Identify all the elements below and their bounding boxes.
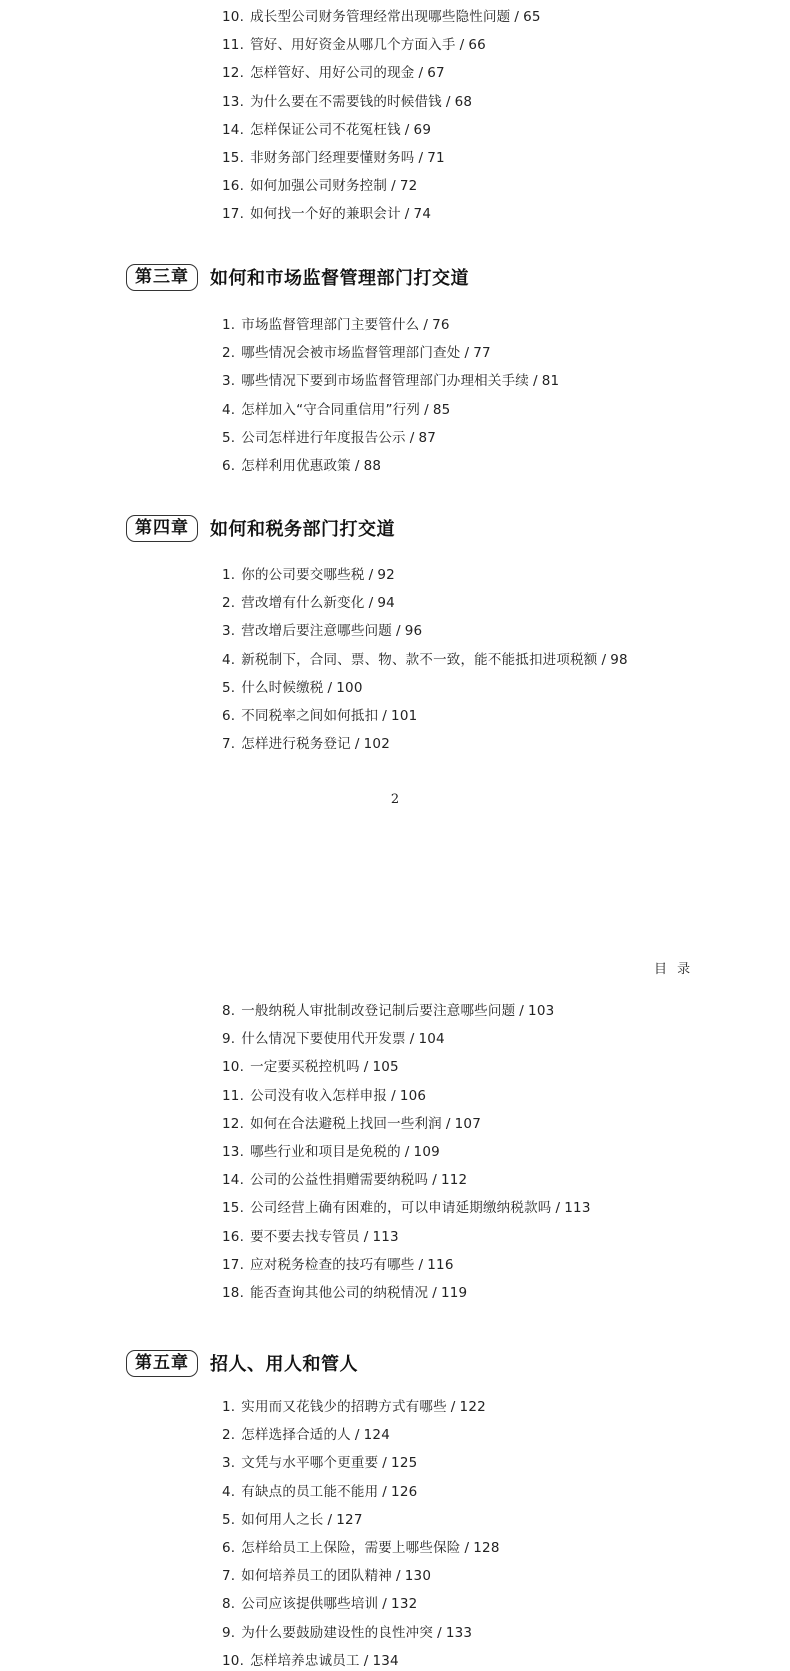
toc-entry-number: 1. xyxy=(222,317,236,333)
toc-entry-separator: / xyxy=(395,623,401,640)
toc-entry-page: 85 xyxy=(432,401,451,418)
toc-entry-title: 公司经营上确有困难的，可以申请延期缴纳税款吗 xyxy=(250,1200,552,1217)
toc-entry-title: 为什么要在不需要钱的时候借钱 xyxy=(250,93,442,110)
toc-entry-number: 12. xyxy=(222,1115,245,1132)
toc-entry-title: 怎样进行税务登记 xyxy=(241,736,351,753)
toc-entry xyxy=(222,1115,481,1133)
toc-entry-title: 一定要买税控机吗 xyxy=(250,1059,360,1076)
toc-entry-separator: / xyxy=(519,1003,525,1019)
page-number: 2 xyxy=(390,792,400,807)
toc-entry-number: 17. xyxy=(222,1256,245,1273)
toc-entry-page: 98 xyxy=(610,651,628,668)
toc-entry-title: 要不要去找专管员 xyxy=(250,1228,360,1245)
toc-entry-separator: / xyxy=(327,1511,333,1528)
toc-entry-number: 7. xyxy=(222,1568,236,1585)
toc-entry xyxy=(222,707,417,725)
running-header: 目 录 xyxy=(654,962,694,977)
toc-entry-number: 15. xyxy=(222,150,245,166)
toc-entry-number: 15. xyxy=(222,1200,245,1217)
toc-entry-number: 9. xyxy=(222,1031,236,1048)
toc-entry-page: 67 xyxy=(427,65,445,82)
toc-entry-title: 为什么要鼓励建设性的良性冲突 xyxy=(241,1624,434,1641)
toc-entry-separator: / xyxy=(409,429,415,446)
toc-entry-number: 8. xyxy=(222,1003,236,1019)
toc-entry-title: 怎样管好、用好公司的现金 xyxy=(250,65,415,82)
toc-entry-page: 92 xyxy=(377,567,395,583)
toc-entry xyxy=(222,149,445,167)
toc-entry-separator: / xyxy=(404,206,410,223)
chapter-number-badge: 第四章 xyxy=(126,515,198,542)
toc-entry-page: 101 xyxy=(391,708,418,724)
toc-entry xyxy=(222,1567,431,1585)
toc-entry xyxy=(222,735,390,753)
toc-entry-number: 1. xyxy=(222,567,236,583)
toc-entry-page: 104 xyxy=(418,1031,445,1048)
toc-entry-separator: / xyxy=(327,679,333,696)
toc-entry xyxy=(222,1058,399,1076)
toc-entry-title: 文凭与水平哪个更重要 xyxy=(241,1455,379,1472)
toc-entry-title: 怎样加入“守合同重信用”行列 xyxy=(241,401,421,418)
toc-entry xyxy=(222,1624,472,1642)
toc-entry-page: 128 xyxy=(473,1540,500,1556)
toc-entry-separator: / xyxy=(555,1200,561,1217)
toc-entry-number: 1. xyxy=(222,1399,236,1415)
chapter-title: 招人、用人和管人 xyxy=(210,1354,358,1375)
toc-entry-separator: / xyxy=(514,9,520,25)
toc-entry-page: 94 xyxy=(377,595,395,612)
toc-entry-title: 一般纳税人审批制改登记制后要注意哪些问题 xyxy=(241,1003,516,1019)
toc-entry xyxy=(222,316,450,334)
toc-entry-title: 不同税率之间如何抵扣 xyxy=(241,708,379,724)
toc-entry-number: 14. xyxy=(222,121,245,138)
toc-entry-title: 有缺点的员工能不能用 xyxy=(241,1483,379,1500)
toc-entry xyxy=(222,401,450,419)
toc-entry-title: 什么时候缴税 xyxy=(241,679,324,696)
toc-entry-title: 什么情况下要使用代开发票 xyxy=(241,1031,406,1048)
toc-entry-separator: / xyxy=(404,1144,410,1160)
toc-entry-title: 怎样给员工上保险，需要上哪些保险 xyxy=(241,1540,461,1556)
chapter-heading xyxy=(126,1348,358,1378)
chapter-heading xyxy=(126,513,395,543)
toc-entry-number: 2. xyxy=(222,345,236,362)
chapter-title: 如何和税务部门打交道 xyxy=(210,519,395,540)
toc-entry-title: 怎样培养忠诚员工 xyxy=(250,1652,360,1669)
toc-entry-separator: / xyxy=(601,651,607,668)
toc-entry-separator: / xyxy=(354,458,360,474)
toc-entry-number: 4. xyxy=(222,401,236,418)
toc-entry-page: 122 xyxy=(459,1399,486,1415)
toc-entry-page: 66 xyxy=(468,37,486,54)
toc-entry-separator: / xyxy=(363,1228,369,1245)
toc-entry-separator: / xyxy=(532,373,538,390)
toc-entry-title: 如何用人之长 xyxy=(241,1511,324,1528)
toc-entry-page: 133 xyxy=(445,1624,473,1641)
toc-entry-separator: / xyxy=(404,121,410,138)
toc-entry-page: 124 xyxy=(363,1427,391,1444)
toc-entry-page: 102 xyxy=(363,736,391,753)
toc-entry-separator: / xyxy=(450,1399,456,1415)
toc-entry-title: 哪些情况会被市场监督管理部门查处 xyxy=(241,345,461,362)
toc-entry-number: 4. xyxy=(222,1483,236,1500)
toc-entry xyxy=(222,1171,467,1189)
toc-entry-title: 如何培养员工的团队精神 xyxy=(241,1568,392,1585)
toc-entry xyxy=(222,566,395,584)
toc-entry-page: 116 xyxy=(427,1256,454,1273)
toc-entry-title: 新税制下，合同、票、物、款不一致，能不能抵扣进项税额 xyxy=(241,651,598,668)
toc-entry-title: 公司怎样进行年度报告公示 xyxy=(241,429,406,446)
toc-entry-number: 12. xyxy=(222,65,245,82)
toc-entry-page: 109 xyxy=(413,1144,440,1160)
toc-entry-title: 哪些行业和项目是免税的 xyxy=(250,1144,401,1160)
toc-entry-separator: / xyxy=(418,65,424,82)
toc-entry xyxy=(222,1143,440,1161)
toc-entry xyxy=(222,1426,390,1444)
toc-entry-page: 107 xyxy=(454,1115,482,1132)
toc-entry-number: 10. xyxy=(222,1059,245,1076)
toc-entry-number: 13. xyxy=(222,1144,245,1160)
toc-entry-title: 营改增有什么新变化 xyxy=(241,595,365,612)
toc-entry-page: 77 xyxy=(473,345,491,362)
chapter-heading xyxy=(126,262,469,292)
toc-entry-separator: / xyxy=(354,1427,360,1444)
toc-entry-title: 如何加强公司财务控制 xyxy=(250,178,388,195)
toc-entry-number: 3. xyxy=(222,623,236,640)
toc-entry xyxy=(222,429,436,447)
toc-entry-number: 4. xyxy=(222,651,236,668)
toc-entry-separator: / xyxy=(418,1256,424,1273)
toc-entry-title: 营改增后要注意哪些问题 xyxy=(241,623,392,640)
toc-entry-number: 18. xyxy=(222,1285,245,1301)
toc-entry-page: 103 xyxy=(528,1003,555,1019)
toc-entry-separator: / xyxy=(368,595,374,612)
toc-entry-page: 134 xyxy=(372,1652,399,1669)
toc-entry xyxy=(222,93,472,111)
toc-entry xyxy=(222,1454,417,1472)
chapter-number-badge: 第五章 xyxy=(126,1350,198,1377)
toc-entry-number: 13. xyxy=(222,93,245,110)
toc-entry xyxy=(222,1511,363,1529)
toc-entry-title: 怎样选择合适的人 xyxy=(241,1427,351,1444)
toc-entry-page: 69 xyxy=(413,121,432,138)
toc-entry xyxy=(222,1030,445,1048)
toc-entry-number: 6. xyxy=(222,458,236,474)
toc-entry-separator: / xyxy=(395,1568,401,1585)
toc-entry-number: 17. xyxy=(222,206,245,223)
toc-entry-separator: / xyxy=(391,1087,396,1104)
toc-entry-page: 126 xyxy=(391,1483,418,1500)
toc-entry-page: 106 xyxy=(399,1087,427,1104)
toc-entry-page: 71 xyxy=(427,150,445,166)
toc-entry-page: 88 xyxy=(363,458,382,474)
toc-entry xyxy=(222,1284,467,1302)
toc-entry xyxy=(222,1595,417,1613)
toc-entry-page: 81 xyxy=(541,373,560,390)
toc-entry-title: 管好、用好资金从哪几个方面入手 xyxy=(250,37,456,54)
toc-entry-separator: / xyxy=(459,37,465,54)
toc-entry-separator: / xyxy=(363,1652,369,1669)
toc-entry-separator: / xyxy=(432,1285,437,1301)
toc-entry xyxy=(222,8,541,26)
toc-entry-number: 16. xyxy=(222,178,245,195)
toc-entry-title: 能否查询其他公司的纳税情况 xyxy=(250,1285,429,1301)
toc-entry-separator: / xyxy=(464,345,470,362)
toc-entry-separator: / xyxy=(382,1455,388,1472)
toc-entry xyxy=(222,1652,399,1670)
toc-entry xyxy=(222,177,417,195)
toc-entry xyxy=(222,1539,500,1557)
toc-entry-page: 130 xyxy=(404,1568,432,1585)
toc-entry xyxy=(222,372,559,390)
toc-entry xyxy=(222,1228,399,1246)
toc-entry-title: 成长型公司财务管理经常出现哪些隐性问题 xyxy=(250,9,511,25)
toc-entry-separator: / xyxy=(363,1059,369,1076)
toc-entry-page: 74 xyxy=(413,206,432,223)
toc-entry xyxy=(222,1199,591,1217)
toc-entry-separator: / xyxy=(424,401,429,418)
toc-entry-separator: / xyxy=(432,1172,437,1189)
toc-entry-title: 你的公司要交哪些税 xyxy=(241,567,365,583)
toc-entry xyxy=(222,622,422,640)
toc-entry-number: 2. xyxy=(222,595,236,612)
toc-entry-title: 公司应该提供哪些培训 xyxy=(241,1596,379,1613)
toc-entry-page: 87 xyxy=(418,429,437,446)
toc-entry xyxy=(222,594,395,612)
toc-entry-title: 公司没有收入怎样申报 xyxy=(250,1087,388,1104)
toc-entry xyxy=(222,1002,554,1020)
toc-entry xyxy=(222,205,431,223)
toc-entry-title: 市场监督管理部门主要管什么 xyxy=(241,317,420,333)
toc-entry-page: 127 xyxy=(336,1511,363,1528)
toc-entry-page: 119 xyxy=(440,1285,468,1301)
toc-entry-separator: / xyxy=(418,150,424,166)
chapter-title: 如何和市场监督管理部门打交道 xyxy=(210,268,469,289)
toc-entry-number: 11. xyxy=(222,37,245,54)
toc-entry xyxy=(222,1087,426,1105)
toc-entry xyxy=(222,64,445,82)
toc-entry-number: 5. xyxy=(222,679,236,696)
toc-entry-title: 怎样保证公司不花冤枉钱 xyxy=(250,121,401,138)
toc-entry-page: 125 xyxy=(391,1455,418,1472)
toc-entry-page: 105 xyxy=(372,1059,399,1076)
toc-entry xyxy=(222,457,381,475)
toc-entry-number: 14. xyxy=(222,1172,245,1189)
toc-entry-number: 16. xyxy=(222,1228,245,1245)
toc-entry-number: 2. xyxy=(222,1427,236,1444)
chapter-number-badge: 第三章 xyxy=(126,264,198,291)
toc-entry-page: 96 xyxy=(404,623,423,640)
toc-entry-page: 76 xyxy=(432,317,450,333)
toc-entry xyxy=(222,1483,417,1501)
toc-entry xyxy=(222,1398,486,1416)
toc-entry-separator: / xyxy=(354,736,360,753)
toc-entry-page: 68 xyxy=(454,93,473,110)
toc-entry xyxy=(222,36,486,54)
toc-entry-number: 5. xyxy=(222,429,236,446)
toc-entry-page: 112 xyxy=(440,1172,468,1189)
toc-entry-separator: / xyxy=(409,1031,415,1048)
toc-entry xyxy=(222,1256,454,1274)
toc-entry-number: 5. xyxy=(222,1511,236,1528)
toc-entry xyxy=(222,344,491,362)
toc-entry-separator: / xyxy=(423,317,429,333)
toc-entry-separator: / xyxy=(464,1540,470,1556)
toc-entry-title: 哪些情况下要到市场监督管理部门办理相关手续 xyxy=(241,373,529,390)
toc-entry-title: 公司的公益性捐赠需要纳税吗 xyxy=(250,1172,429,1189)
toc-entry-title: 实用而又花钱少的招聘方式有哪些 xyxy=(241,1399,447,1415)
toc-entry xyxy=(222,679,363,697)
toc-entry-number: 3. xyxy=(222,1455,236,1472)
toc-entry-separator: / xyxy=(368,567,374,583)
toc-entry-number: 6. xyxy=(222,1540,236,1556)
toc-entry-page: 65 xyxy=(523,9,541,25)
toc-entry-number: 10. xyxy=(222,1652,245,1669)
toc-entry-separator: / xyxy=(382,1596,388,1613)
toc-entry-title: 怎样利用优惠政策 xyxy=(241,458,351,474)
toc-entry-separator: / xyxy=(391,178,396,195)
toc-entry-separator: / xyxy=(445,93,451,110)
toc-entry-number: 11. xyxy=(222,1087,245,1104)
toc-entry-title: 应对税务检查的技巧有哪些 xyxy=(250,1256,415,1273)
toc-entry-number: 7. xyxy=(222,736,236,753)
toc-entry-number: 9. xyxy=(222,1624,236,1641)
toc-entry-number: 10. xyxy=(222,9,245,25)
toc-entry-number: 6. xyxy=(222,708,236,724)
toc-entry-page: 132 xyxy=(391,1596,418,1613)
toc-entry-title: 非财务部门经理要懂财务吗 xyxy=(250,150,415,166)
toc-entry-number: 3. xyxy=(222,373,236,390)
toc-entry-page: 72 xyxy=(399,178,418,195)
toc-entry-page: 113 xyxy=(564,1200,591,1217)
toc-entry-separator: / xyxy=(382,1483,388,1500)
toc-entry-separator: / xyxy=(382,708,388,724)
toc-entry-separator: / xyxy=(437,1624,442,1641)
toc-entry-title: 如何找一个好的兼职会计 xyxy=(250,206,401,223)
toc-entry-page: 113 xyxy=(372,1228,399,1245)
toc-entry xyxy=(222,651,628,669)
toc-entry-title: 如何在合法避税上找回一些利润 xyxy=(250,1115,442,1132)
toc-entry-separator: / xyxy=(445,1115,451,1132)
toc-entry xyxy=(222,121,431,139)
toc-entry-number: 8. xyxy=(222,1596,236,1613)
toc-entry-page: 100 xyxy=(336,679,363,696)
